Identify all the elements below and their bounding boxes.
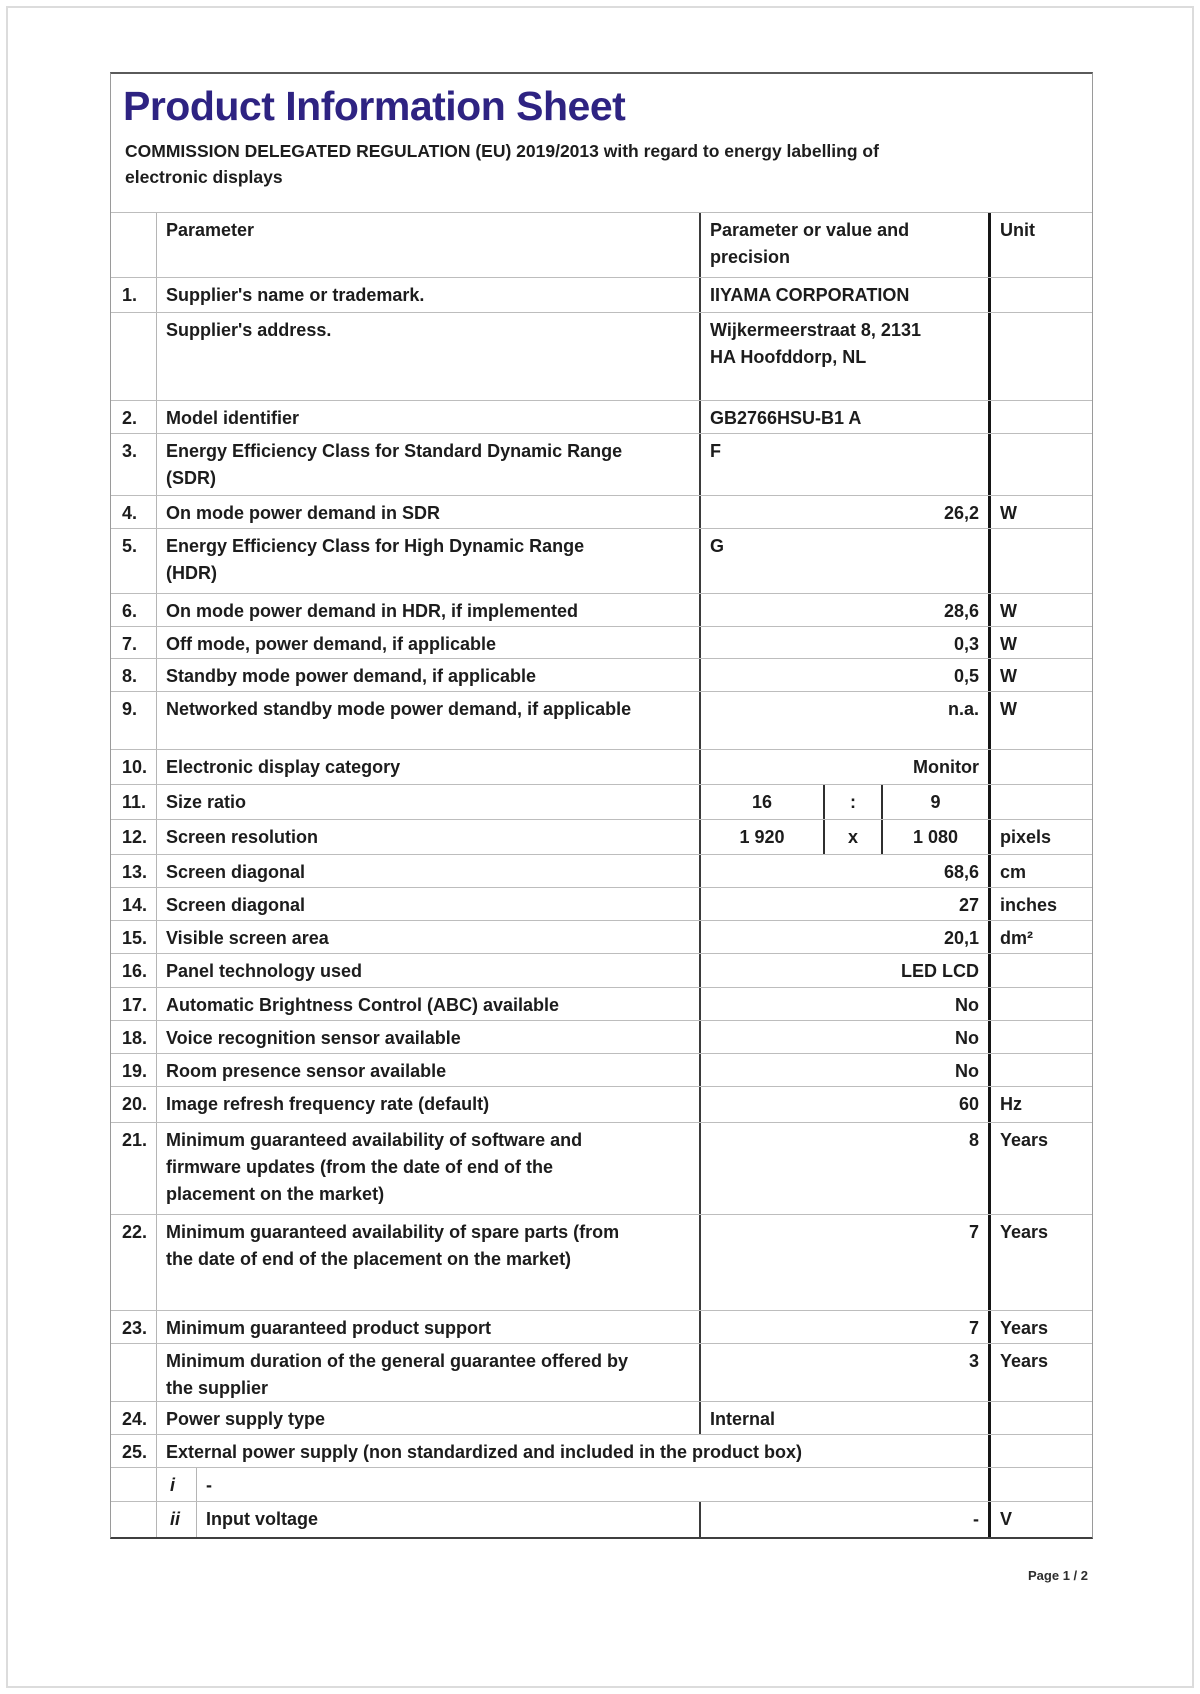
unit-cell (991, 954, 1092, 987)
value-cell: 0,5 (701, 659, 991, 691)
table-row (111, 658, 1092, 691)
value-cell: 3 (701, 1344, 991, 1401)
row-num: 20. (111, 1087, 157, 1122)
page-footer: Page 1 / 2 (1028, 1568, 1088, 1583)
table-row (111, 528, 1092, 593)
value-cell: 60 (701, 1087, 991, 1122)
table-row (111, 593, 1092, 626)
value-cell: 0,3 (701, 627, 991, 658)
table-row (111, 1020, 1092, 1053)
value-cell: 7 (701, 1311, 991, 1343)
param-cell: On mode power demand in SDR (157, 496, 701, 528)
unit-cell: V (1000, 1509, 1013, 1529)
row-num: 2. (111, 401, 157, 433)
row-num: 17. (111, 988, 157, 1020)
table-row (111, 920, 1092, 953)
value-cell: 27 (701, 888, 991, 920)
product-information-sheet (110, 72, 1093, 1539)
row-num: 4. (111, 496, 157, 528)
param-cell: On mode power demand in HDR, if implemented (157, 594, 701, 626)
table-row (111, 1122, 1092, 1214)
row-num (111, 1344, 157, 1401)
value-cell-split (701, 785, 991, 819)
table-row (111, 1053, 1092, 1086)
subrow-index: ii (157, 1502, 197, 1537)
row-num: 3. (111, 434, 157, 495)
param-cell: Visible screen area (157, 921, 701, 953)
unit-cell (991, 1054, 1092, 1086)
param-cell: Minimum guaranteed availability of software and firmware updates (from the date of end of the placement on the market) (157, 1123, 701, 1214)
header-value-cell: Parameter or value and precision (701, 213, 991, 277)
row-num: 6. (111, 594, 157, 626)
unit-cell: pixels (1000, 827, 1052, 847)
table-row (111, 854, 1092, 887)
row-num: 23. (111, 1311, 157, 1343)
unit-cell (991, 1468, 1092, 1501)
table-row (111, 987, 1092, 1020)
row-num: 21. (111, 1123, 157, 1214)
param-cell: Screen resolution (157, 820, 701, 854)
parameters-table (111, 212, 1092, 1537)
param-cell: Image refresh frequency rate (default) (157, 1087, 701, 1122)
param-cell: Supplier's address. (157, 313, 701, 400)
unit-cell (991, 1435, 1092, 1467)
param-cell: Supplier's name or trademark. (157, 278, 701, 312)
param-cell: Room presence sensor available (157, 1054, 701, 1086)
table-subrow (111, 1501, 1092, 1537)
table-row (111, 1401, 1092, 1434)
row-num: 19. (111, 1054, 157, 1086)
value-cell: No (701, 1054, 991, 1086)
param-cell: Energy Efficiency Class for High Dynamic Range (HDR) (157, 529, 701, 593)
page-subtitle: COMMISSION DELEGATED REGULATION (EU) 2019/2013 with regard to energy labelling of electronic displays (125, 141, 879, 188)
param-cell: Model identifier (157, 401, 701, 433)
value-cell: n.a. (701, 692, 991, 749)
unit-cell: W (1000, 666, 1017, 686)
table-row (111, 887, 1092, 920)
table-row (111, 495, 1092, 528)
param-cell: Input voltage (197, 1502, 701, 1537)
header-parameter-cell: Parameter (157, 213, 701, 277)
row-num: 14. (111, 888, 157, 920)
ratio-height: 9 (930, 792, 941, 812)
unit-cell: W (1000, 601, 1017, 621)
param-cell: Automatic Brightness Control (ABC) available (157, 988, 701, 1020)
param-cell: Electronic display category (157, 750, 701, 784)
unit-cell (991, 529, 1092, 593)
row-num: 11. (111, 785, 157, 819)
value-cell: Internal (701, 1402, 991, 1434)
table-row (111, 1434, 1092, 1467)
unit-cell: Years (1000, 1130, 1049, 1150)
unit-cell (991, 1021, 1092, 1053)
unit-cell: Years (1000, 1222, 1049, 1242)
row-num: 1. (111, 278, 157, 312)
param-cell: Screen diagonal (157, 855, 701, 887)
param-cell: Energy Efficiency Class for Standard Dynamic Range (SDR) (157, 434, 701, 495)
unit-cell (991, 278, 1092, 312)
unit-cell (991, 1402, 1092, 1434)
header-unit-cell: Unit (1000, 220, 1035, 240)
row-num: 15. (111, 921, 157, 953)
row-num: 5. (111, 529, 157, 593)
table-row (111, 1343, 1092, 1401)
table-row (111, 1086, 1092, 1122)
param-cell: Panel technology used (157, 954, 701, 987)
value-cell: Wijkermeerstraat 8, 2131 HA Hoofddorp, NL (701, 313, 991, 400)
param-cell: Networked standby mode power demand, if applicable (157, 692, 701, 749)
table-row (111, 953, 1092, 987)
row-num: 25. (111, 1435, 157, 1467)
unit-cell: inches (1000, 895, 1058, 915)
param-cell-merged: External power supply (non standardized and included in the product box) (157, 1435, 991, 1467)
resolution-width: 1 920 (701, 820, 825, 854)
row-num: 12. (111, 820, 157, 854)
table-row (111, 312, 1092, 400)
param-cell: Standby mode power demand, if applicable (157, 659, 701, 691)
table-row (111, 626, 1092, 658)
unit-cell: Years (1000, 1351, 1049, 1371)
row-num: 7. (111, 627, 157, 658)
param-cell: Minimum guaranteed availability of spare parts (from the date of end of the placement on the market) (157, 1215, 701, 1310)
table-row (111, 433, 1092, 495)
table-row (111, 749, 1092, 784)
row-num: 24. (111, 1402, 157, 1434)
row-num: 10. (111, 750, 157, 784)
value-cell: 28,6 (701, 594, 991, 626)
ratio-width: 16 (701, 785, 825, 819)
row-num: 18. (111, 1021, 157, 1053)
table-row (111, 691, 1092, 749)
table-row (111, 1310, 1092, 1343)
param-cell: Size ratio (157, 785, 701, 819)
row-num (111, 1468, 157, 1501)
header-num-cell (111, 213, 157, 277)
unit-cell (991, 785, 1092, 819)
param-cell: Power supply type (157, 1402, 701, 1434)
param-cell-merged: - (197, 1468, 991, 1501)
unit-cell (991, 988, 1092, 1020)
row-num: 8. (111, 659, 157, 691)
param-cell: Off mode, power demand, if applicable (157, 627, 701, 658)
unit-cell: cm (1000, 862, 1027, 882)
title-area (111, 74, 1092, 212)
unit-cell: W (1000, 503, 1017, 523)
value-cell: F (701, 434, 991, 495)
value-cell: 7 (701, 1215, 991, 1310)
table-row (111, 400, 1092, 433)
table-row (111, 819, 1092, 854)
unit-cell: W (1000, 634, 1017, 654)
unit-cell: W (1000, 699, 1017, 719)
value-cell: 68,6 (701, 855, 991, 887)
row-num: 9. (111, 692, 157, 749)
value-cell: 8 (701, 1123, 991, 1214)
unit-cell (991, 750, 1092, 784)
value-cell-split (701, 820, 991, 854)
unit-cell (991, 434, 1092, 495)
unit-cell: Hz (1000, 1094, 1022, 1114)
ratio-separator: : (825, 785, 883, 819)
value-cell: Monitor (701, 750, 991, 784)
value-cell: 26,2 (701, 496, 991, 528)
value-cell: GB2766HSU-B1 A (701, 401, 991, 433)
table-row (111, 277, 1092, 312)
value-cell: G (701, 529, 991, 593)
unit-cell (991, 313, 1092, 400)
param-cell: Voice recognition sensor available (157, 1021, 701, 1053)
value-cell: LED LCD (701, 954, 991, 987)
row-num: 22. (111, 1215, 157, 1310)
subrow-index: i (157, 1468, 197, 1501)
unit-cell: dm² (1000, 928, 1033, 948)
resolution-height: 1 080 (912, 827, 959, 847)
table-header-row (111, 212, 1092, 277)
table-row (111, 784, 1092, 819)
row-num: 16. (111, 954, 157, 987)
row-num (111, 313, 157, 400)
row-num (111, 1502, 157, 1537)
value-cell: - (701, 1502, 991, 1537)
row-num: 13. (111, 855, 157, 887)
param-cell: Minimum guaranteed product support (157, 1311, 701, 1343)
table-row (111, 1214, 1092, 1310)
value-cell: 20,1 (701, 921, 991, 953)
page-title: Product Information Sheet (123, 83, 626, 129)
value-cell: IIYAMA CORPORATION (701, 278, 991, 312)
unit-cell: Years (1000, 1318, 1049, 1338)
table-subrow (111, 1467, 1092, 1501)
resolution-separator: x (825, 820, 883, 854)
value-cell: No (701, 988, 991, 1020)
value-cell: No (701, 1021, 991, 1053)
unit-cell (991, 401, 1092, 433)
param-cell: Minimum duration of the general guarantee offered by the supplier (157, 1344, 701, 1401)
param-cell: Screen diagonal (157, 888, 701, 920)
